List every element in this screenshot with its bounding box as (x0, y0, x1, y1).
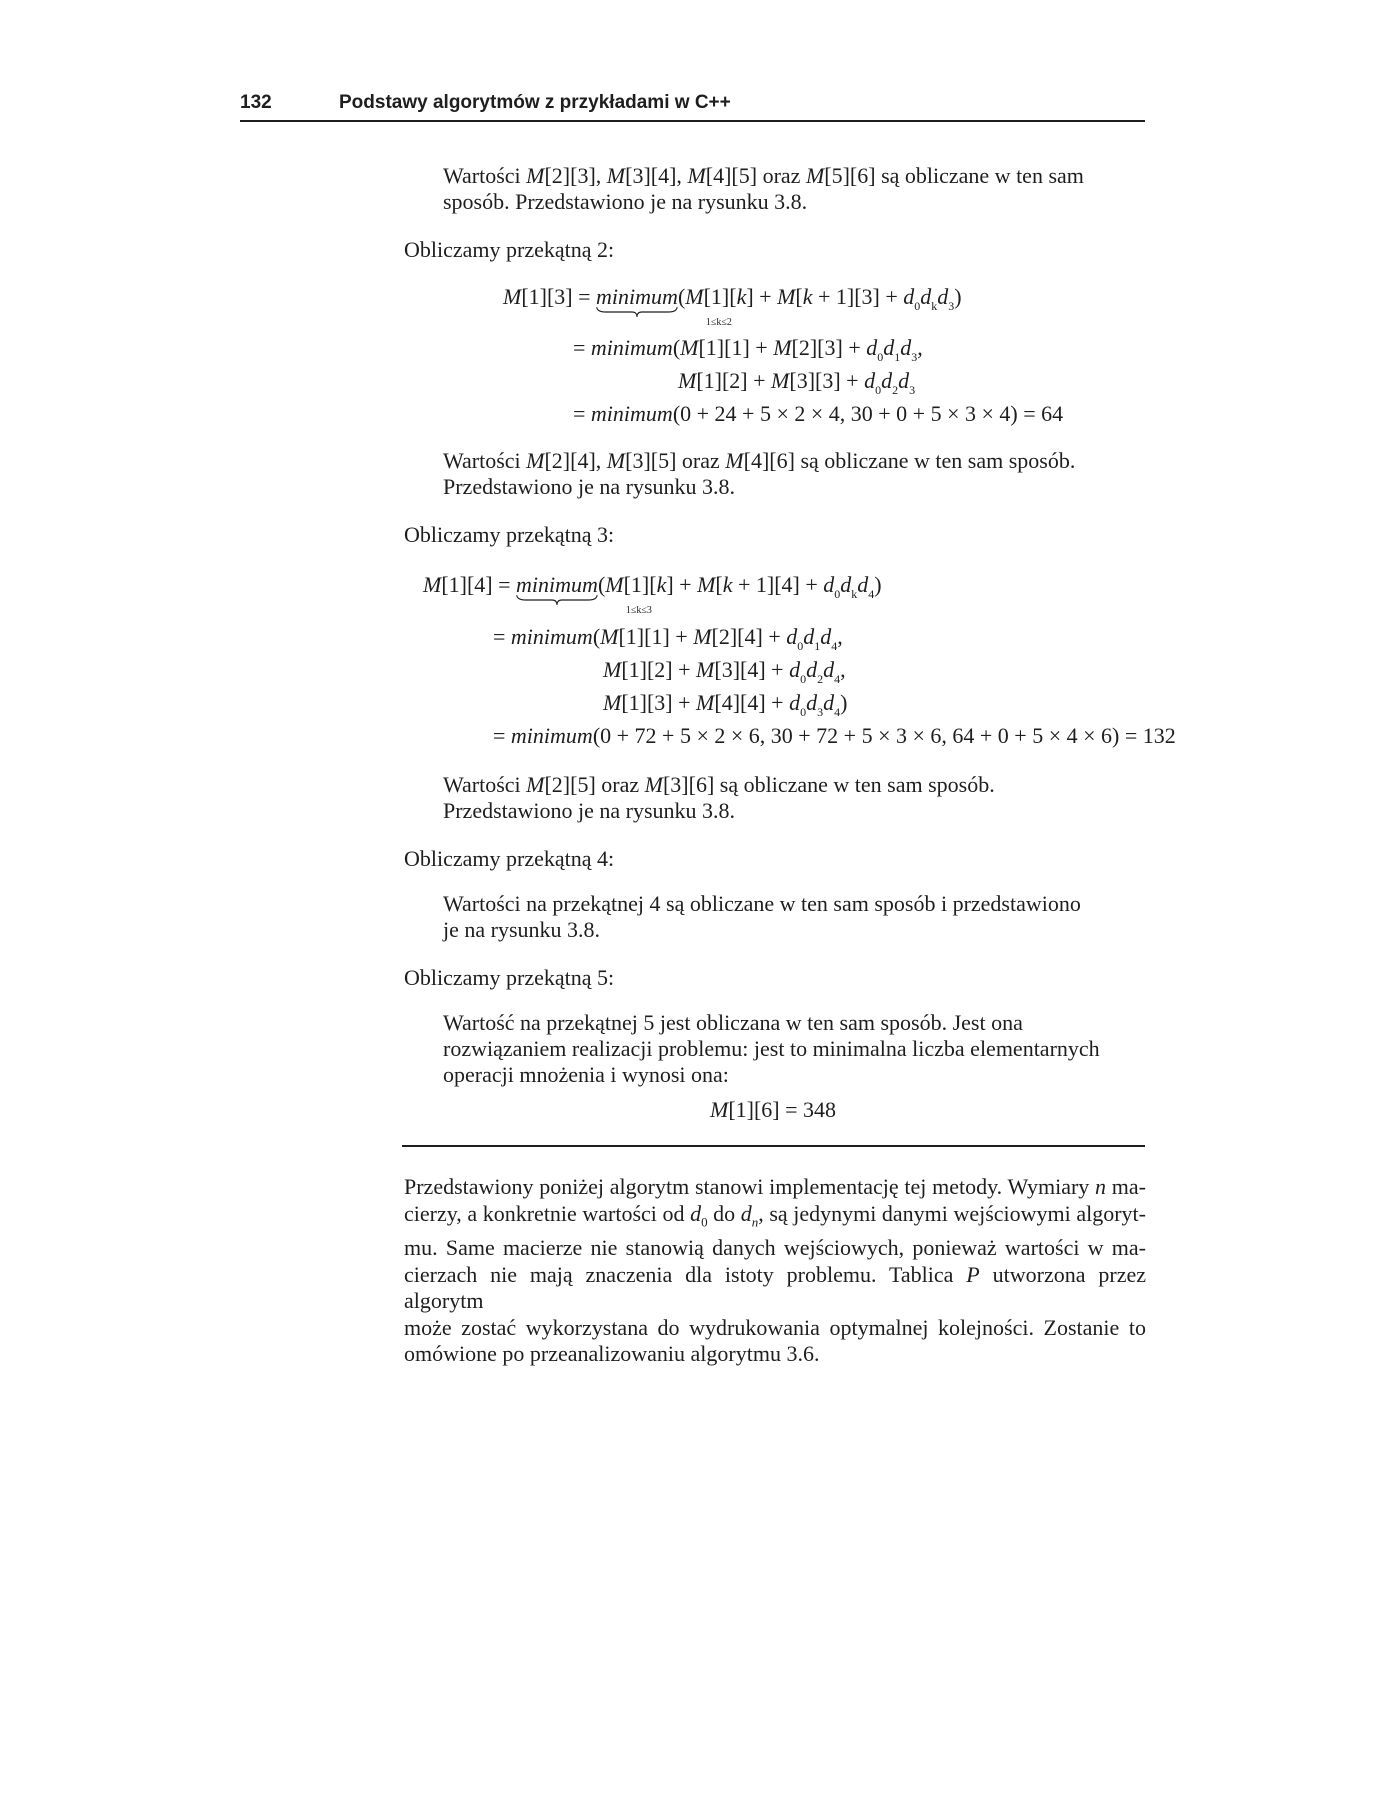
paragraph-4: Wartości na przekątnej 4 są obliczane w ten sam sposób i przedstawiono je na rysunku 3.8. (443, 891, 1081, 942)
paragraph-2: Wartości M[2][4], M[3][5] oraz M[4][6] są obliczane w ten sam sposób. Przedstawiono je na rysunku 3.8. (443, 448, 1076, 499)
cond-d3: 1≤k≤3 (625, 605, 652, 616)
final-result: M[1][6] = 348 (710, 1097, 837, 1122)
equation-d3-line5: = minimum(0 + 72 + 5 × 2 × 6, 30 + 72 + 5 × 3 × 6, 64 + 0 + 5 × 4 × 6) = 132 (493, 723, 1176, 748)
equation-d2-line4: = minimum(0 + 24 + 5 × 2 × 4, 30 + 0 + 5 × 3 × 4) = 64 (573, 401, 1064, 426)
cond-d2: 1≤k≤2 (705, 317, 732, 328)
diagonal-4-label: Obliczamy przekątną 4: (404, 846, 615, 871)
paragraph-1: Wartości M[2][3], M[3][4], M[4][5] oraz M[5][6] są obliczane w ten sam sposób. Przedstawiono je na rysunku 3.8. (443, 163, 1084, 214)
equation-d3-line1: M[1][4] = minimum 1≤k≤3 $(M[1][k] + M[k + 1][4] + d_0d_kd_4)$ (423, 572, 882, 616)
diagonal-5-label: Obliczamy przekątną 5: (404, 965, 615, 990)
equation-d2-line2: = minimum(M[1][1] + $M[2][3] + d_0d_1d_3$, (573, 335, 923, 364)
equation-d3-line2: = minimum(M[1][1] + $M[2][4] + d_0d_1d_4$, (493, 624, 843, 653)
page-number: 132 (240, 92, 272, 113)
diagonal-3-label: Obliczamy przekątną 3: (404, 522, 615, 547)
running-header (240, 90, 1145, 122)
equation-d2-line3: $M[1][2] + M[3][3] + d_0d_2d_3$ (678, 368, 916, 397)
paragraph-5: Wartość na przekątnej 5 jest obliczana w ten sam sposób. Jest ona rozwiązaniem realizacji problemu: jest to minimalna liczba elementarnych operacji mnożenia i wynosi ona: (443, 1010, 1100, 1087)
body-paragraph: Przedstawiony poniżej algorytm stanowi implementację tej metody. Wymiary n ma- cierzy, a konkretnie wartości od $d_0$ do $d_n$, są jedynymi danymi wejściowymi algoryt- mu. Same macierze nie stanowią danych wejściowych, ponieważ wartości w ma- cierzach nie mają znaczenia dla istoty problemu. Tablica P utworzona przez algorytm może zostać wykorzystana do wydrukowania optymalnej kolejności. Zostanie to omówione po przeanalizowaniu algorytmu 3.6. (404, 1174, 1146, 1367)
diagonal-2-label: Obliczamy przekątną 2: (404, 237, 615, 262)
section-rule (402, 1145, 1145, 1147)
equation-d2-line1: M[1][3] = minimum 1≤k≤2 $(M[1][k] + M[k + 1][3] + d_0d_kd_3)$ (503, 284, 962, 328)
equation-d3-line3: $M[1][2] + M[3][4] + d_0d_2d_4$, (603, 657, 846, 686)
paragraph-3: Wartości M[2][5] oraz M[3][6] są obliczane w ten sam sposób. Przedstawiono je na rysunku 3.8. (443, 772, 995, 823)
book-title: Podstawy algorytmów z przykładami w C++ (339, 92, 731, 113)
equation-d3-line4: $M[1][3] + M[4][4] + d_0d_3d_4$) (603, 690, 848, 719)
